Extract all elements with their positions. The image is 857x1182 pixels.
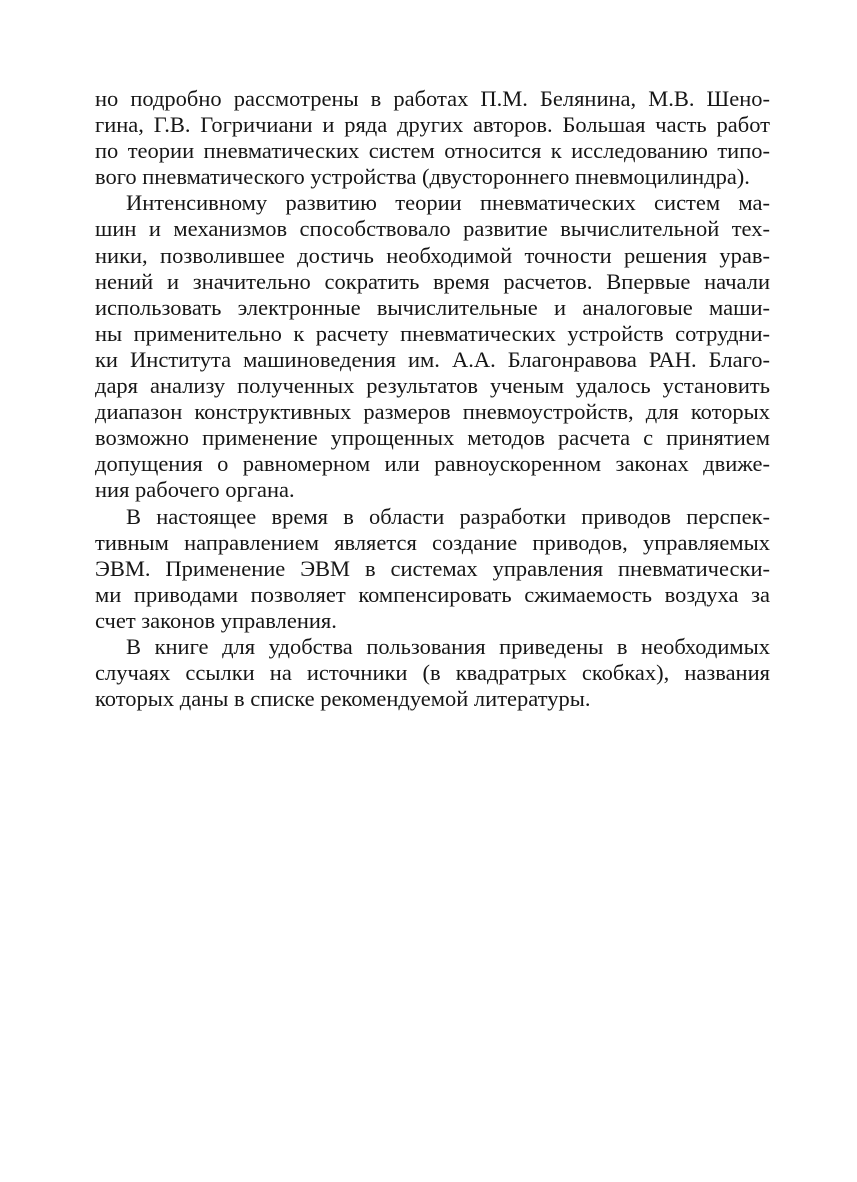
text-line: шин и механизмов способствовало развитие вычислительной тех- bbox=[95, 216, 770, 242]
text-line: которых даны в списке рекомендуемой литературы. bbox=[95, 686, 591, 712]
text-line: ми приводами позволяет компенсировать сжимаемость воздуха за bbox=[95, 581, 770, 607]
text-line: гина, Г.В. Гогричиани и ряда других авторов. Большая часть работ bbox=[95, 112, 770, 138]
text-line: по теории пневматических систем относится к исследованию типо- bbox=[95, 138, 770, 164]
paragraph bbox=[95, 86, 770, 190]
text-line: нений и значительно сократить время расчетов. Впервые начали bbox=[95, 268, 770, 294]
text-line: но подробно рассмотрены в работах П.М. Белянина, М.В. Шено- bbox=[95, 86, 770, 111]
paragraph bbox=[95, 634, 770, 712]
text-line: В настоящее время в области разработки приводов перспек- bbox=[126, 503, 770, 529]
text-line: случаях ссылки на источники (в квадратрых скобках), названия bbox=[95, 660, 770, 686]
text-line: использовать электронные вычислительные и аналоговые маши- bbox=[95, 294, 770, 320]
paragraph bbox=[95, 504, 770, 634]
text-line: ны применительно к расчету пневматических устройств сотрудни- bbox=[95, 320, 770, 346]
text-line: ЭВМ. Применение ЭВМ в системах управления пневматически- bbox=[95, 555, 770, 581]
paragraph bbox=[95, 190, 770, 503]
text-line: ники, позволившее достичь необходимой точности решения урав- bbox=[95, 242, 770, 268]
text-line: даря анализу полученных результатов ученым удалось установить bbox=[95, 373, 770, 399]
text-line: В книге для удобства пользования приведены в необходимых bbox=[126, 633, 770, 659]
document-body bbox=[95, 86, 770, 712]
text-line: допущения о равномерном или равноускоренном законах движе- bbox=[95, 451, 770, 477]
text-line: диапазон конструктивных размеров пневмоустройств, для которых bbox=[95, 399, 770, 425]
text-line: вого пневматического устройства (двустороннего пневмоцилиндра). bbox=[95, 164, 750, 190]
text-line: ния рабочего органа. bbox=[95, 477, 295, 503]
text-line: возможно применение упрощенных методов расчета с принятием bbox=[95, 425, 770, 451]
text-line: ки Института машиноведения им. А.А. Благонравова РАН. Благо- bbox=[95, 346, 770, 372]
text-line: тивным направлением является создание приводов, управляемых bbox=[95, 529, 770, 555]
text-line: Интенсивному развитию теории пневматических систем ма- bbox=[126, 190, 770, 216]
text-line: счет законов управления. bbox=[95, 607, 337, 633]
